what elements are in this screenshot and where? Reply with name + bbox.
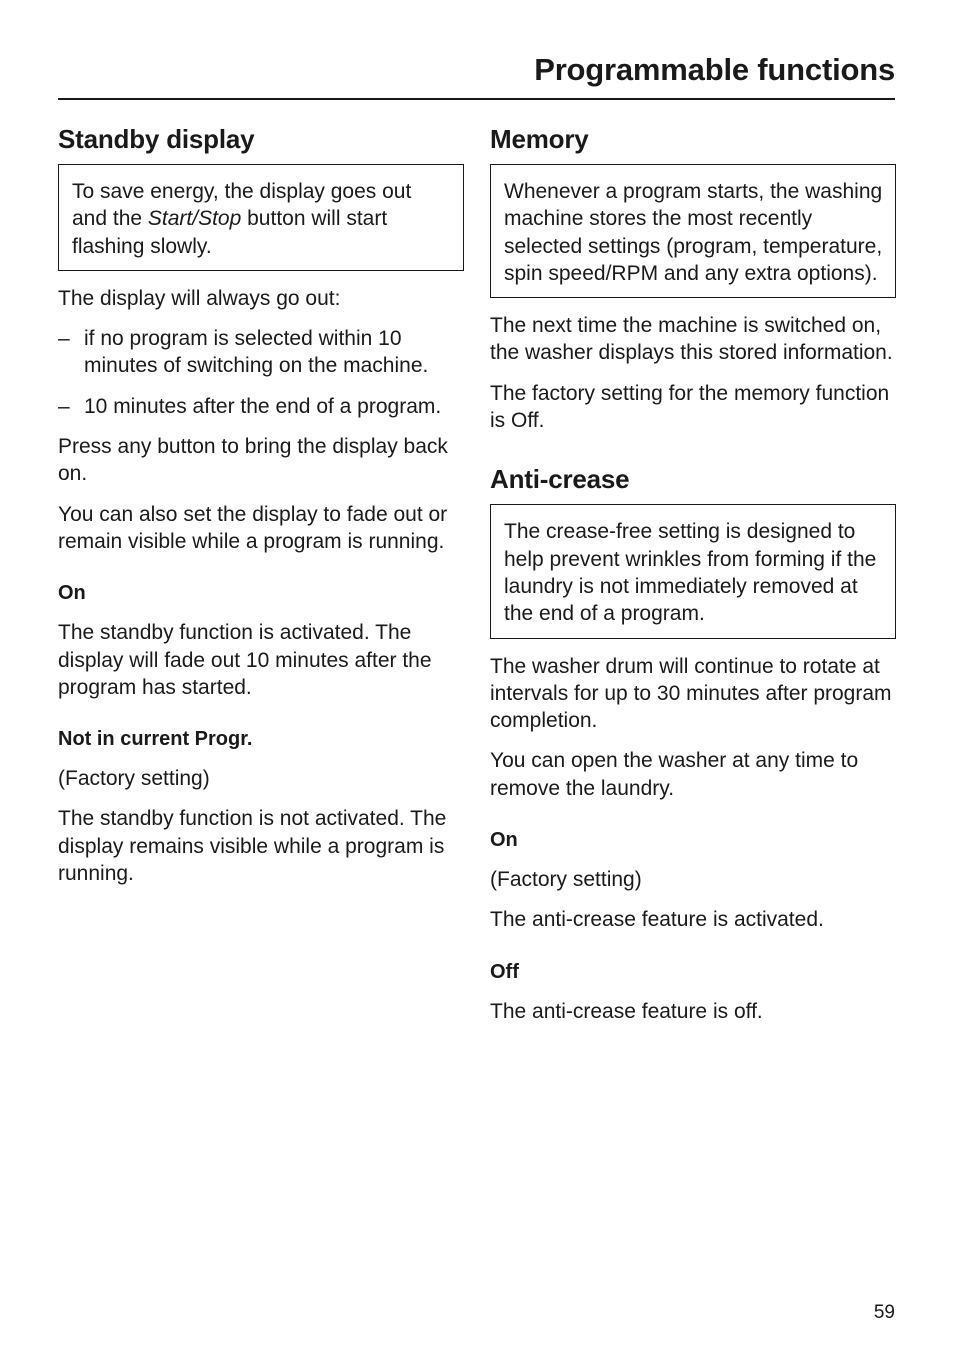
dash-bullet: – [58,394,70,418]
memory-text-2: The factory setting for the memory function is Off. [490,381,890,433]
anti-crease-heading: Anti-crease [490,464,630,495]
anti-crease-off-label: Off [490,960,519,983]
standby-intro-text: The display will always go out: [58,286,341,310]
anti-crease-on-label: On [490,829,518,852]
anti-crease-off-text: The anti-crease feature is off. [490,999,763,1023]
start-stop-button-name: Start/Stop [147,207,242,231]
standby-on-label: On [58,582,86,605]
anti-crease-text-1: The washer drum will continue to rotate at intervals for up to 30 minutes after program completion. [490,654,892,733]
page-header-title: Programmable functions [534,52,895,87]
list-item [58,325,464,380]
left-column [58,124,464,900]
page-number: 59 [873,1302,895,1323]
standby-display-heading: Standby display [58,124,255,154]
anti-crease-info-box: The crease-free setting is designed to help prevent wrinkles from forming if the laundry is not immediately removed at the end of a program. [490,504,896,638]
standby-not-in-current-label: Not in current Progr. [58,728,253,751]
right-column [490,124,896,1038]
memory-text-1: The next time the machine is switched on, the washer displays this stored information. [490,314,893,365]
list-item [58,393,464,420]
header-divider [58,98,895,100]
fade-option-text: You can also set the display to fade out or remain visible while a program is running. [58,502,448,553]
standby-not-in-current-text: The standby function is not activated. The display remains visible while a program is running. [58,807,447,886]
anti-crease-text-2: You can open the washer at any time to remove the laundry. [490,749,859,800]
standby-factory-setting-note: (Factory setting) [58,767,210,791]
list-item-text: 10 minutes after the end of a program. [84,394,442,418]
standby-on-text: The standby function is activated. The display will fade out 10 minutes after the program has started. [58,621,432,699]
press-button-text: Press any button to bring the display back on. [58,435,448,486]
standby-info-box [58,164,464,271]
standby-box-text-end: button will start flashing slowly. [72,207,388,258]
anti-crease-factory-setting-note: (Factory setting) [490,868,642,892]
memory-heading: Memory [490,124,589,154]
dash-bullet: – [58,327,70,351]
memory-info-box: Whenever a program starts, the washing machine stores the most recently selected settings (program, temperature, spin speed/RPM and any extra options). [490,164,896,298]
list-item-text: if no program is selected within 10 minutes of switching on the machine. [84,327,429,378]
anti-crease-on-text: The anti-crease feature is activated. [490,908,824,932]
standby-box-text-start: To save energy, the display goes out and the [72,180,412,231]
